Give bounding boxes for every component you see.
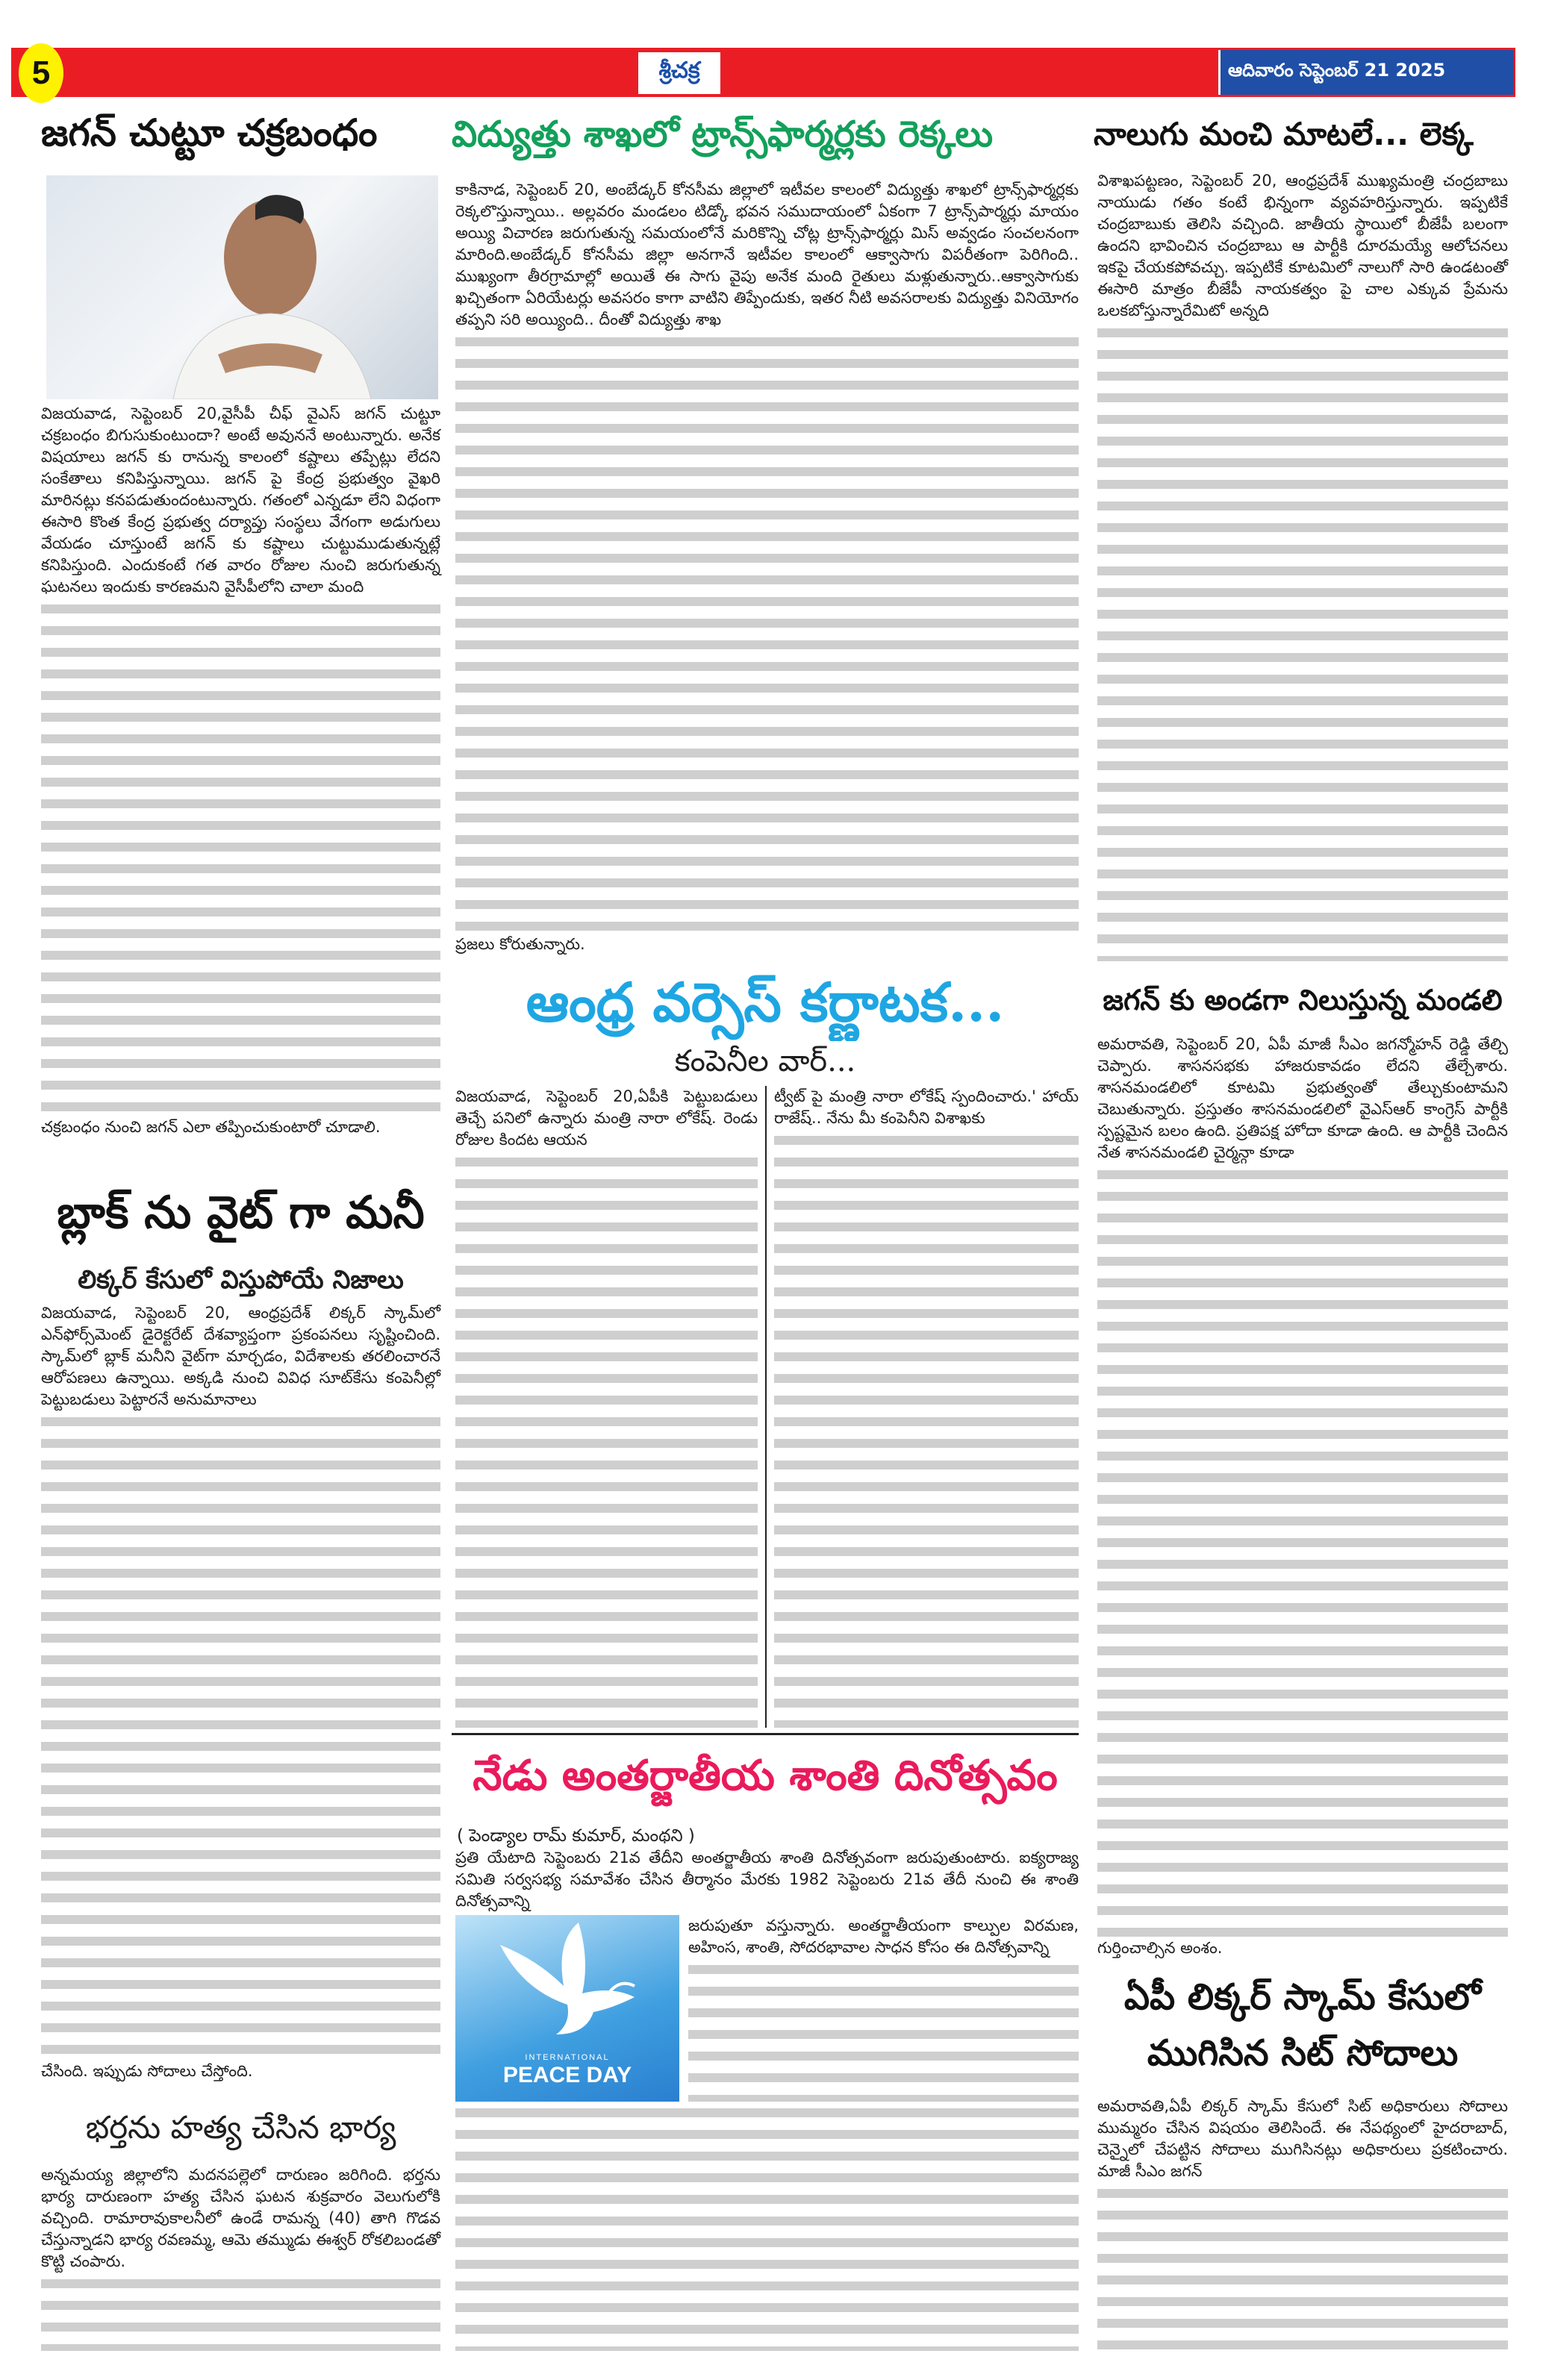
article-body-black-money (41, 1302, 440, 2082)
article-body-council (1097, 1034, 1508, 1959)
article-text-continuation (455, 1151, 758, 1728)
subheadline-liquor-case: లిక్కర్ కేసులో విస్తుపోయే నిజాలు (78, 1265, 404, 1295)
article-body-andhra-left (455, 1086, 758, 1728)
column-divider (765, 1086, 767, 1728)
article-body-peace-day (455, 1847, 1079, 2351)
article-lead: ప్రతి యేటాది సెప్టెంబరు 21వ తేదీని అంతర్జాతీయ శాంతి దినోత్సవంగా జరుపుతుంటారు. ఐక్యరాజ్య సమితి సర్వసభ్య సమావేశం చేసిన తీర్మానం మేరకు 1982 సెప్టెంబరు 21వ తేదీ నుంచి ఈ శాంతి దినోత్సవాన్ని (455, 1849, 1079, 1910)
image-caption-small: INTERNATIONAL (525, 2053, 610, 2062)
article-body-andhra-right (774, 1086, 1079, 1728)
article-closing: ప్రజలు కోరుతున్నారు. (455, 935, 585, 953)
article-lead: అమరావతి,ఏపీ లిక్కర్ స్కామ్ కేసులో సిట్ అధికారులు సోదాలు ముమ్మరం చేసిన విషయం తెలిసిందే. ఈ నేపథ్యంలో హైదరాబాద్, చెన్నైలో చేపట్టిన సోదాలు ముగిసినట్లు అధికారులు ప్రకటించారు. మాజీ సీఎం జగన్ (1097, 2097, 1508, 2180)
headline-andhra-vs-karnataka: ఆంధ్ర వర్సెస్ కర్ణాటక... (526, 970, 1005, 1034)
article-closing: గుర్తించాల్సిన అంశం. (1097, 1939, 1223, 1957)
article-lead: ట్వీట్ పై మంత్రి నారా లోకేష్ స్పందించారు.' హాయ్ రాజేష్.. నేను మీ కంపెనీని విశాఖకు (774, 1087, 1079, 1127)
image-and-text-row (455, 1915, 1079, 2102)
article-text-continuation (41, 2273, 440, 2351)
jagan-photo (46, 175, 438, 399)
section-divider (452, 1733, 1079, 1735)
headline-peace-day: నేడు అంతర్జాతీయ శాంతి దినోత్సవం (473, 1752, 1058, 1800)
headline-black-money: బ్లాక్ ను వైట్ గా మనీ (57, 1187, 425, 1239)
subheadline-companies-war: కంపెనీల వార్... (674, 1044, 856, 1078)
article-lead: విజయవాడ, సెప్టెంబర్ 20,వైసీపీ చీఫ్ వైఎస్ జగన్ చుట్టూ చక్రబంధం బిగుసుకుంటుందా? అంటే అవుననే అంటున్నారు. అనేక విషయాలు జగన్ కు రానున్న కాలంలో కష్టాలు తప్పేట్లు లేదని సంకేతాలు కనిపిస్తున్నాయి. జగన్ పై కేంద్ర ప్రభుత్వం వైఖరి మారినట్లు కనపడుతుందంటున్నారు. గతంలో ఎన్నడూ లేని విధంగా ఈసారి కొంత కేంద్ర ప్రభుత్వ దర్యాప్తు సంస్థలు వేగంగా అడుగులు వేయడం చూస్తుంటే జగన్ కు కష్టాలు చుట్టుముడుతున్నట్లే కనిపిస్తుంది. ఎందుకంటే గత వారం రోజుల నుంచి జరుగుతున్న ఘటనలు ఇందుకు కారణమని వైసీపీలోని చాలా మంది (41, 405, 440, 596)
article-lead: కాకినాడ, సెప్టెంబర్ 20, అంబేడ్కర్ కోనసీమ జిల్లాలో ఇటీవల కాలంలో విద్యుత్తు శాఖలో ట్రాన్స్‌ఫార్మర్లకు రెక్కలొస్తున్నాయి.. అల్లవరం మండలం టిడ్కో భవన సముదాయంలో ఏకంగా 7 ట్రాన్స్‌పార్మర్లు మాయం అయ్యి విచారణ జరుగుతున్న సమయంలోనే మరికొన్ని చోట్ల ట్రాన్స్‌ఫార్మర్లు మిస్ అవ్వడం సంచలనంగా మారింది.అంబేడ్కర్ కోనసీమ జిల్లా అనగానే ఇటీవల కాలంలో ఆక్వాసాగు విపరీతంగా పెరిగింది.. ముఖ్యంగా తీరగ్రామాల్లో అయితే ఈ సాగు వైపు అనేక మంది రైతులు మళ్లుతున్నారు..ఆక్వాసాగుకు ఖచ్చితంగా ఏరియేటర్లు అవసరం కాగా వాటిని తిప్పేందుకు, ఇతర నీటి అవసరాలకు విద్యుత్తు వినియోగం తప్పని సరి అయ్యింది.. దీంతో విద్యుత్తు శాఖ (455, 181, 1079, 328)
headline-sit-line1: ఏపీ లిక్కర్ స్కామ్ కేసులో (1123, 1976, 1482, 2018)
article-lead: అన్నమయ్య జిల్లాలోని మదనపల్లెలో దారుణం జరిగింది. భర్తను భార్య దారుణంగా హత్య చేసిన ఘటన శుక్రవారం వెలుగులోకి వచ్చింది. రామారావుకాలనీలో ఉండే రామన్న (40) తాగి గొడవ చేస్తున్నాడని భార్య రవణమ్మ, ఆమె తమ్ముడు ఈశ్వర్ రోకలిబండతో కొట్టి చంపారు. (41, 2166, 440, 2270)
headline-transformer-theft: విద్యుత్తు శాఖలో ట్రాన్స్‌ఫార్మర్లకు రెక్కలు (452, 113, 994, 155)
article-text-continuation (1097, 1164, 1508, 1937)
headline-sit-line2: ముగిసిన సిట్ సోదాలు (1147, 2032, 1459, 2074)
article-byline: ( పెండ్యాల రామ్ కుమార్, మంథని ) (457, 1826, 695, 1846)
article-lead: విజయవాడ, సెప్టెంబర్ 20, ఆంధ్రప్రదేశ్ లిక్కర్ స్కామ్‌లో ఎన్‌ఫోర్స్‌మెంట్ డైరెక్టరేట్ దేశవ్యాప్తంగా ప్రకంపనలు సృష్టించింది. స్కామ్‌లో బ్లాక్ మనీని వైట్‌గా మార్చడం, విదేశాలకు తరలించారనే ఆరోపణలు ఉన్నాయి. అక్కడి నుంచి వివిధ సూట్‌కేసు కంపెనీల్లో పెట్టుబడులు పెట్టారనే అనుమానాలు (41, 1304, 440, 1408)
article-text-continuation (688, 1958, 1079, 2102)
headline-wife-kills-husband: భర్తను హత్య చేసిన భార్య (85, 2109, 396, 2146)
article-text: జరుపుతూ వస్తున్నారు. అంతర్జాతీయంగా కాల్పుల విరమణ, అహింస, శాంతి, సోదరభావాల సాధన కోసం ఈ దినోత్సవాన్ని (688, 1917, 1079, 1956)
article-body-jagan (41, 403, 440, 1138)
article-body-husband (41, 2164, 440, 2351)
issue-date: ఆదివారం సెప్టెంబర్ 21 2025 (1218, 50, 1514, 95)
article-lead: అమరావతి, సెప్టెంబర్ 20, ఏపీ మాజీ సీఎం జగన్మోహన్ రెడ్డి తేల్చి చెప్పారు. శాసనసభకు హాజరుకావడం లేదని తేల్చేశారు. శాసనమండలిలో కూటమి ప్రభుత్వంతో తేల్చుకుంటామని చెబుతున్నారు. ప్రస్తుతం శాసనమండలిలో వైఎస్ఆర్ కాంగ్రెస్ పార్టీకి స్పష్టమైన బలం ఉంది. ప్రతిపక్ష హోదా కూడా ఉంది. ఆ పార్టీకి చెందిన నేత శాసనమండలి చైర్మన్గా కూడా (1097, 1035, 1508, 1161)
headline-council-backs-jagan: జగన్ కు అండగా నిలుస్తున్న మండలి (1103, 984, 1503, 1016)
text-beside-image (688, 1915, 1079, 2102)
article-text-continuation (455, 331, 1079, 934)
article-text-continuation (41, 598, 440, 1116)
article-closing: చక్రబంధం నుంచి జగన్ ఎలా తప్పించుకుంటారో చూడాలి. (41, 1118, 381, 1136)
article-text-continuation (774, 1129, 1079, 1728)
newspaper-logo: శ్రీచక్ర (638, 52, 720, 94)
article-text-continuation (1097, 2182, 1508, 2351)
article-text-continuation (455, 2102, 1079, 2351)
headline-jagan-chakrabandham: జగన్ చుట్టూ చక్రబంధం (41, 111, 378, 154)
article-text-continuation (41, 1411, 440, 2061)
article-body-sit (1097, 2096, 1508, 2351)
article-text-continuation (1097, 322, 1508, 961)
peace-day-image (455, 1915, 679, 2102)
article-closing: చేసింది. ఇప్పుడు సోదాలు చేస్తోంది. (41, 2062, 253, 2080)
person-photo-icon (46, 175, 438, 399)
image-caption: PEACE DAY (502, 2063, 632, 2087)
article-lead: విశాఖపట్టణం, సెప్టెంబర్ 20, ఆంధ్రప్రదేశ్ ముఖ్యమంత్రి చంద్రబాబు నాయుడు గతం కంటే భిన్నంగా వ్యవహరిస్తున్నారు. ఇప్పటికే చంద్రబాబుకు తెలిసి వచ్చింది. జాతీయ స్థాయిలో బీజేపీ బలంగా ఉందని భావించిన చంద్రబాబు ఆ పార్టీకి దూరమయ్యే ఆలోచనలు ఇకపై చేయకపోవచ్చు. ఇప్పటికే కూటమిలో నాలుగో సారి ఉండటంతో ఈసారి మాత్రం బీజేపీ నాయకత్వం పై చాల ఎక్కువ ప్రేమను ఒలకబోస్తున్నారేమిటో అన్నది (1097, 172, 1508, 319)
article-body-transformers (455, 179, 1079, 955)
article-body-four-words (1097, 170, 1508, 961)
article-lead: విజయవాడ, సెప్టెంబర్ 20,ఏపీకి పెట్టుబడులు తెచ్చే పనిలో ఉన్నారు మంత్రి నారా లోకేష్. రెండు రోజుల కిందట ఆయన (455, 1087, 758, 1149)
page-number-badge: 5 (19, 43, 63, 103)
headline-four-good-words: నాలుగు మంచి మాటలే... లెక్క (1094, 116, 1474, 152)
